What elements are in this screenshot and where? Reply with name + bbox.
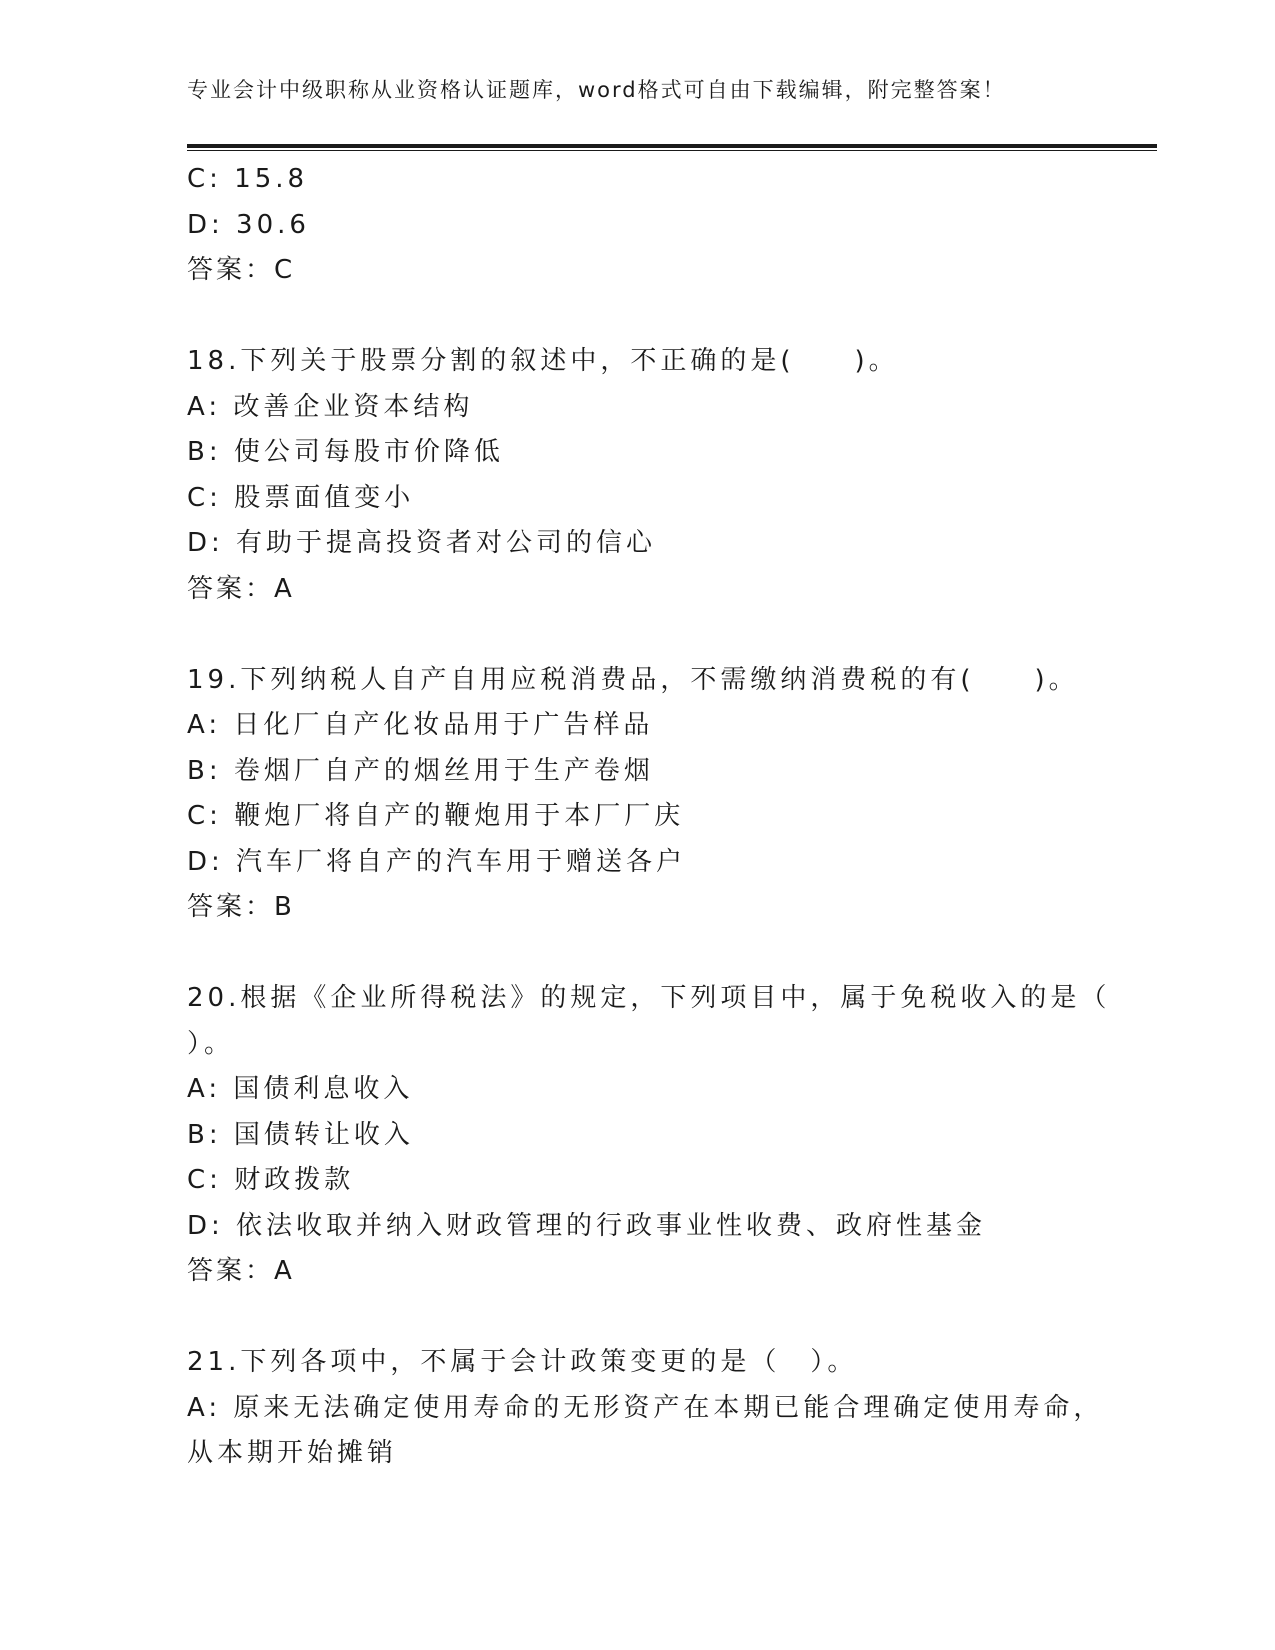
option-d: D: 30.6 xyxy=(187,209,310,240)
question-20-answer: 答案：A xyxy=(187,1256,293,1286)
question-21-option-a: A: 原来无法确定使用寿命的无形资产在本期已能合理确定使用寿命， xyxy=(187,1392,1104,1423)
question-20-option-c: C: 财政拨款 xyxy=(187,1165,355,1195)
question-19-option-b: B: 卷烟厂自产的烟丝用于生产卷烟 xyxy=(187,755,654,786)
question-21-stem: 21.下列各项中，不属于会计政策变更的是（ ）。 xyxy=(187,1347,858,1377)
document-body xyxy=(187,157,1111,1477)
page-header: 专业会计中级职称从业资格认证题库，word格式可自由下载编辑，附完整答案！ xyxy=(187,78,1006,102)
question-19-answer: 答案：B xyxy=(187,892,293,922)
question-18-option-d: D: 有助于提高投资者对公司的信心 xyxy=(187,528,657,558)
question-18-stem: 18.下列关于股票分割的叙述中，不正确的是( )。 xyxy=(187,346,899,376)
question-18-option-a: A: 改善企业资本结构 xyxy=(187,391,474,422)
question-18-option-b: B: 使公司每股市价降低 xyxy=(187,437,504,467)
header-divider-thick xyxy=(187,144,1157,148)
question-20-option-b: B: 国债转让收入 xyxy=(187,1119,414,1150)
question-21-option-a-continued: 从本期开始摊销 xyxy=(187,1438,398,1468)
answer-line: 答案：C xyxy=(187,255,294,285)
question-18-option-c: C: 股票面值变小 xyxy=(187,482,415,513)
question-19-option-d: D: 汽车厂将自产的汽车用于赠送各户 xyxy=(187,846,687,877)
question-20-stem-continued: ）。 xyxy=(187,1028,235,1059)
question-20-option-a: A: 国债利息收入 xyxy=(187,1074,414,1104)
question-19-option-c: C: 鞭炮厂将自产的鞭炮用于本厂厂庆 xyxy=(187,801,685,831)
question-19-stem: 19.下列纳税人自产自用应税消费品，不需缴纳消费税的有( )。 xyxy=(187,664,1079,695)
question-20-option-d: D: 依法收取并纳入财政管理的行政事业性收费、政府性基金 xyxy=(187,1210,987,1241)
question-20-stem: 20.根据《企业所得税法》的规定，下列项目中，属于免税收入的是（ xyxy=(187,983,1111,1013)
option-c: C: 15.8 xyxy=(187,164,309,194)
question-19-option-a: A: 日化厂自产化妆品用于广告样品 xyxy=(187,710,654,740)
header-divider-thin xyxy=(187,150,1157,151)
question-18-answer: 答案：A xyxy=(187,573,293,604)
